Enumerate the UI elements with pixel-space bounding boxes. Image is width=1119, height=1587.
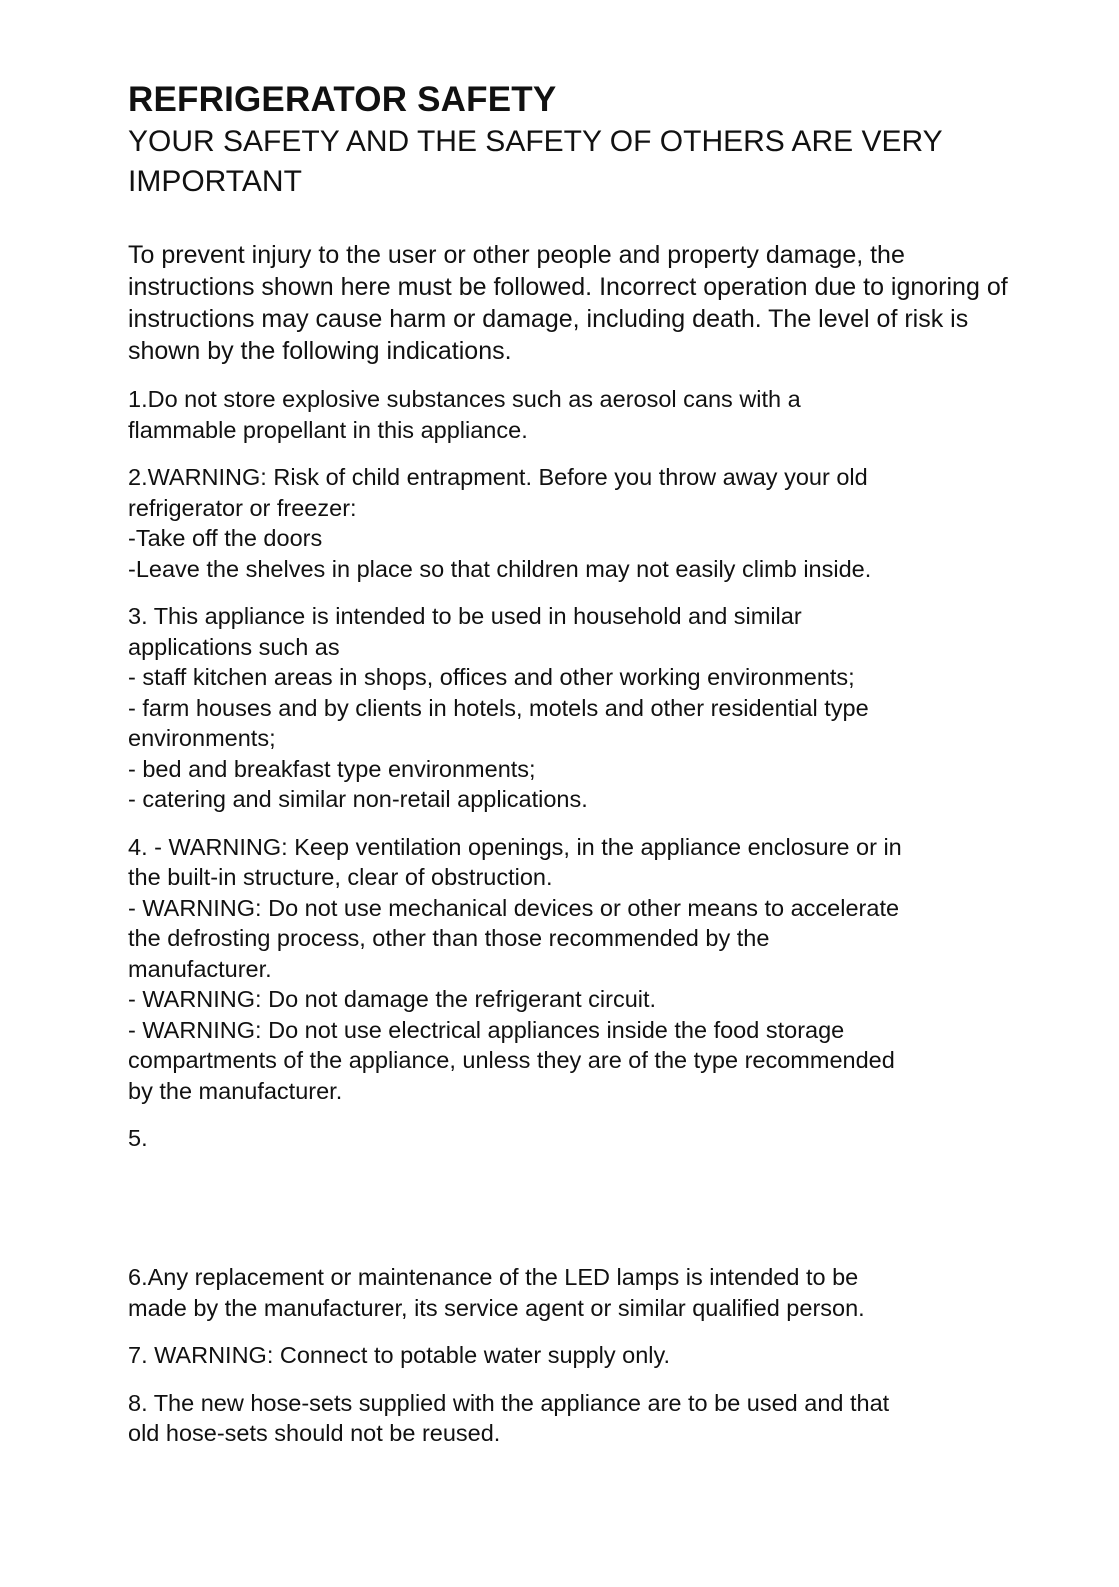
text-line: 4. - WARNING: Keep ventilation openings, in the appliance enclosure or in (128, 833, 902, 860)
safety-item-1 (128, 384, 1028, 445)
safety-item-7 (128, 1340, 1028, 1371)
text-line: the defrosting process, other than those recommended by the (128, 925, 770, 951)
text-line: - staff kitchen areas in shops, offices and other working environments; (128, 664, 855, 690)
text-line: the built-in structure, clear of obstruction. (128, 864, 553, 890)
intro-paragraph: To prevent injury to the user or other people and property damage, the instructions shown here must be followed. Incorrect operation due to ignoring of instructions may cause harm or damage, including death. The level of risk is shown by the following indications. (128, 241, 1008, 365)
text-line: made by the manufacturer, its service agent or similar qualified person. (128, 1294, 865, 1321)
text-line: - WARNING: Do not use mechanical devices or other means to accelerate (128, 894, 900, 921)
text-line: 1.Do not store explosive substances such as aerosol cans with a (128, 386, 801, 412)
safety-item-4 (128, 832, 1028, 1107)
document-subtitle: YOUR SAFETY AND THE SAFETY OF OTHERS ARE VERY IMPORTANT (128, 125, 943, 198)
text-line: refrigerator or freezer: (128, 494, 357, 521)
text-line: by the manufacturer. (128, 1077, 343, 1104)
text-line: flammable propellant in this appliance. (128, 416, 528, 443)
text-line: - WARNING: Do not damage the refrigerant circuit. (128, 986, 657, 1012)
text-line: compartments of the appliance, unless they are of the type recommended (128, 1047, 895, 1073)
text-line: 8. The new hose-sets supplied with the appliance are to be used and that (128, 1389, 890, 1416)
text-line: 2.WARNING: Risk of child entrapment. Before you throw away your old (128, 464, 868, 490)
safety-item-5 (128, 1123, 1028, 1245)
text-line: - WARNING: Do not use electrical appliances inside the food storage (128, 1016, 845, 1043)
text-line: 3. This appliance is intended to be used in household and similar (128, 603, 802, 629)
document-title: REFRIGERATOR SAFETY (128, 80, 557, 119)
text-line: applications such as (128, 633, 340, 660)
text-line: - bed and breakfast type environments; (128, 755, 536, 782)
text-line: 7. WARNING: Connect to potable water supply only. (128, 1342, 671, 1368)
text-line: manufacturer. (128, 955, 272, 982)
text-line: - catering and similar non-retail applications. (128, 786, 588, 812)
safety-item-6 (128, 1262, 1028, 1323)
text-line: - farm houses and by clients in hotels, motels and other residential type (128, 694, 869, 721)
text-line: -Take off the doors (128, 525, 323, 551)
document-page (128, 78, 1028, 1449)
text-line: -Leave the shelves in place so that children may not easily climb inside. (128, 555, 872, 582)
text-line: environments; (128, 725, 276, 751)
text-line: old hose-sets should not be reused. (128, 1420, 501, 1446)
safety-item-3 (128, 601, 1028, 815)
safety-item-8 (128, 1388, 1028, 1449)
text-line: 6.Any replacement or maintenance of the LED lamps is intended to be (128, 1264, 859, 1290)
safety-item-2 (128, 462, 1028, 584)
text-line: 5. (128, 1125, 148, 1151)
